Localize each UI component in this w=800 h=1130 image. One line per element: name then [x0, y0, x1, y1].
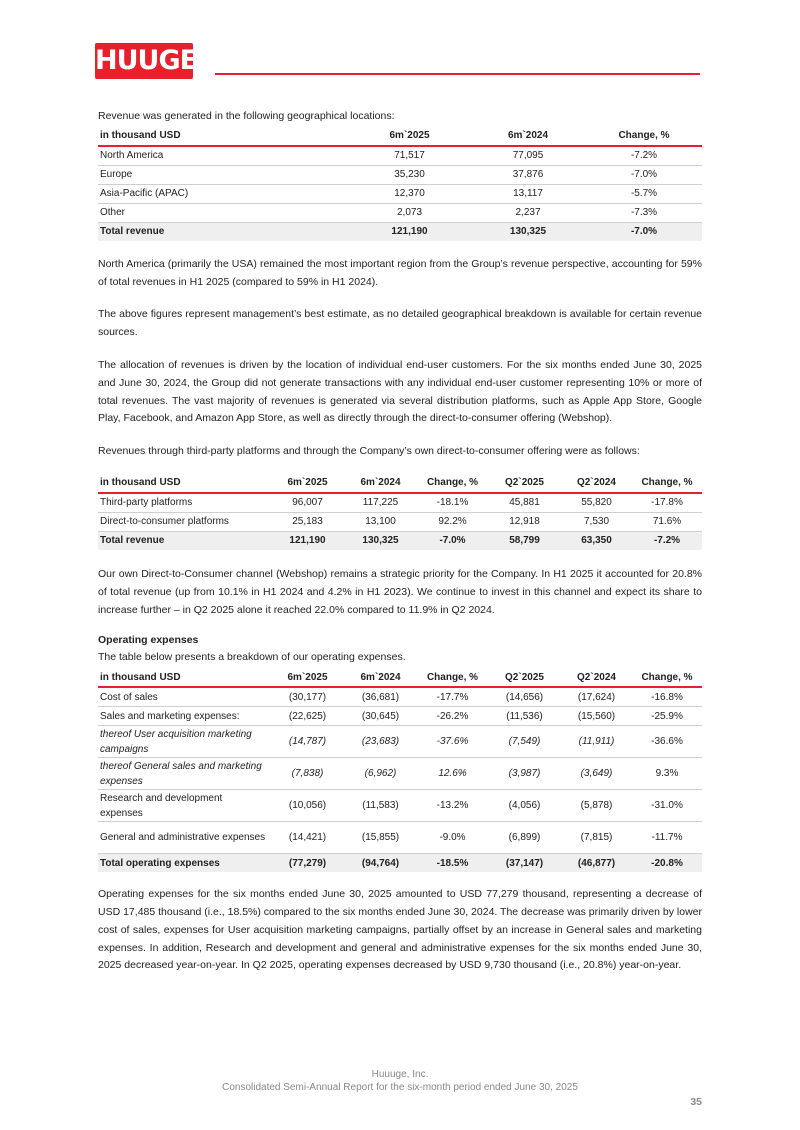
value-cell: (23,683) [344, 726, 417, 758]
value-cell: 7,530 [561, 512, 632, 531]
value-cell: (3,987) [488, 758, 561, 790]
value-cell: (5,878) [561, 790, 632, 822]
change-cell: 12.6% [417, 758, 488, 790]
expense-cell: Cost of sales [98, 687, 271, 707]
table-header-row [98, 474, 702, 493]
value-cell: 77,095 [470, 146, 586, 166]
value-cell: 2,237 [470, 203, 586, 222]
table-row [98, 146, 702, 166]
change-cell: -7.2% [586, 146, 702, 166]
expense-cell: Sales and marketing expenses: [98, 707, 271, 726]
change-cell: -5.7% [586, 184, 702, 203]
change-cell: -31.0% [632, 790, 702, 822]
table-row [98, 758, 702, 790]
change-cell: -18.5% [417, 854, 488, 873]
table-header-row [98, 127, 702, 146]
column-header: Q2`2024 [561, 474, 632, 493]
region-cell: North America [98, 146, 349, 166]
value-cell: 45,881 [488, 493, 561, 513]
table-row [98, 493, 702, 513]
total-label-cell: Total revenue [98, 531, 271, 550]
change-cell: -7.2% [632, 531, 702, 550]
platform-revenue-table [98, 474, 702, 550]
value-cell: 58,799 [488, 531, 561, 550]
value-cell: (4,056) [488, 790, 561, 822]
geo-revenue-table [98, 127, 702, 241]
opex-heading: Operating expenses [98, 634, 199, 647]
value-cell: 71,517 [349, 146, 470, 166]
value-cell: 2,073 [349, 203, 470, 222]
value-cell: 117,225 [344, 493, 417, 513]
column-header: 6m`2025 [271, 668, 344, 687]
column-header: Change, % [632, 474, 702, 493]
column-header: Change, % [417, 668, 488, 687]
total-label-cell: Total operating expenses [98, 854, 271, 873]
column-header: Change, % [586, 127, 702, 146]
value-cell: (36,681) [344, 687, 417, 707]
value-cell: (11,536) [488, 707, 561, 726]
footer-report-title: Consolidated Semi-Annual Report for the six-month period ended June 30, 2025 [222, 1082, 578, 1093]
huuuge-logo: HUUGE [95, 43, 193, 79]
value-cell: 35,230 [349, 165, 470, 184]
value-cell: (77,279) [271, 854, 344, 873]
value-cell: 121,190 [271, 531, 344, 550]
region-cell: Other [98, 203, 349, 222]
value-cell: 96,007 [271, 493, 344, 513]
value-cell: (15,855) [344, 822, 417, 854]
column-header: in thousand USD [98, 668, 271, 687]
change-cell: -7.0% [417, 531, 488, 550]
table-row [98, 822, 702, 854]
expense-cell: Research and development expenses [98, 790, 271, 822]
platform-cell: Third-party platforms [98, 493, 271, 513]
expense-cell: General and administrative expenses [98, 822, 271, 854]
value-cell: 63,350 [561, 531, 632, 550]
table-header-row [98, 668, 702, 687]
column-header: 6m`2024 [470, 127, 586, 146]
column-header: in thousand USD [98, 474, 271, 493]
change-cell: -13.2% [417, 790, 488, 822]
value-cell: (3,649) [561, 758, 632, 790]
table-row [98, 687, 702, 707]
value-cell: (46,877) [561, 854, 632, 873]
value-cell: (94,764) [344, 854, 417, 873]
value-cell: (6,962) [344, 758, 417, 790]
value-cell: (15,560) [561, 707, 632, 726]
paragraph-allocation: The allocation of revenues is driven by the location of individual end-user customers. For the six months ended June 30, 2025 and June 30, 2024, the Group did not generate transactions with any individual end-user customer representing 10% or more of total revenues. The vast majority of revenues is generated via several distribution platforms, such as Apple App Store, Google Play, Facebook, and Amazon App Store, as well as directly through the direct-to-consumer offering (Webshop). [98, 358, 702, 425]
value-cell: 13,100 [344, 512, 417, 531]
change-cell: 71.6% [632, 512, 702, 531]
region-cell: Europe [98, 165, 349, 184]
column-header: in thousand USD [98, 127, 349, 146]
value-cell: 13,117 [470, 184, 586, 203]
expense-cell: thereof User acquisition marketing campaigns [98, 726, 271, 758]
expense-cell: thereof General sales and marketing expenses [98, 758, 271, 790]
value-cell: (7,815) [561, 822, 632, 854]
value-cell: (22,625) [271, 707, 344, 726]
change-cell: -17.7% [417, 687, 488, 707]
column-header: Change, % [632, 668, 702, 687]
table-row [98, 726, 702, 758]
geo-intro: Revenue was generated in the following geographical locations: [98, 110, 395, 122]
value-cell: 25,183 [271, 512, 344, 531]
value-cell: 12,918 [488, 512, 561, 531]
paragraph-platforms-intro: Revenues through third-party platforms and through the Company’s own direct-to-consumer offering were as follows: [98, 445, 640, 458]
column-header: 6m`2024 [344, 668, 417, 687]
paragraph-dtc: Our own Direct-to-Consumer channel (Webshop) remains a strategic priority for the Company. In H1 2025 it accounted for 20.8% of total revenue (up from 10.1% in H1 2024 and 4.2% in H1 2023). We continue to invest in this channel and expect its share to increase further – in Q2 2025 alone it reached 22.0% compared to 11.9% in Q2 2024. [98, 567, 702, 616]
change-cell: 92.2% [417, 512, 488, 531]
change-cell: -26.2% [417, 707, 488, 726]
column-header: Q2`2025 [488, 668, 561, 687]
table-row [98, 512, 702, 531]
column-header: 6m`2025 [349, 127, 470, 146]
opex-intro: The table below presents a breakdown of our operating expenses. [98, 651, 406, 664]
column-header: 6m`2024 [344, 474, 417, 493]
value-cell: (30,645) [344, 707, 417, 726]
paragraph-opex-summary: Operating expenses for the six months ended June 30, 2025 amounted to USD 77,279 thousand, representing a decrease of USD 17,485 thousand (i.e., 18.5%) compared to the six months ended June 30, 2024. The decrease was primarily driven by lower cost of sales, expenses for User acquisition marketing campaigns, partially offset by an increase in General sales and marketing expenses. In addition, Research and development and general and administrative expenses for the six months ended June 30, 2025 decreased year-on-year. In Q2 2025, operating expenses decreased by USD 9,730 thousand (i.e., 20.8%) year-on-year. [98, 888, 702, 972]
opex-table [98, 668, 702, 872]
change-cell: -7.3% [586, 203, 702, 222]
value-cell: 37,876 [470, 165, 586, 184]
value-cell: (14,787) [271, 726, 344, 758]
change-cell: -18.1% [417, 493, 488, 513]
footer-company: Huuuge, Inc. [371, 1069, 429, 1080]
value-cell: 121,190 [349, 222, 470, 241]
header-divider [215, 73, 700, 75]
change-cell: -25.9% [632, 707, 702, 726]
change-cell: -9.0% [417, 822, 488, 854]
change-cell: -37.6% [417, 726, 488, 758]
value-cell: 130,325 [344, 531, 417, 550]
value-cell: (6,899) [488, 822, 561, 854]
value-cell: (7,838) [271, 758, 344, 790]
column-header: Q2`2024 [561, 668, 632, 687]
change-cell: -36.6% [632, 726, 702, 758]
value-cell: (37,147) [488, 854, 561, 873]
platform-cell: Direct-to-consumer platforms [98, 512, 271, 531]
column-header: Change, % [417, 474, 488, 493]
change-cell: -20.8% [632, 854, 702, 873]
value-cell: (14,421) [271, 822, 344, 854]
region-cell: Asia-Pacific (APAC) [98, 184, 349, 203]
table-row [98, 165, 702, 184]
value-cell: (7,549) [488, 726, 561, 758]
value-cell: (30,177) [271, 687, 344, 707]
change-cell: 9.3% [632, 758, 702, 790]
paragraph-estimate: The above figures represent management’s best estimate, as no detailed geographical breakdown is available for certain revenue sources. [98, 308, 702, 339]
total-row [98, 531, 702, 550]
column-header: Q2`2025 [488, 474, 561, 493]
table-row [98, 790, 702, 822]
change-cell: -7.0% [586, 222, 702, 241]
value-cell: (14,656) [488, 687, 561, 707]
total-row [98, 854, 702, 873]
value-cell: (11,583) [344, 790, 417, 822]
value-cell: (17,624) [561, 687, 632, 707]
total-label-cell: Total revenue [98, 222, 349, 241]
value-cell: 55,820 [561, 493, 632, 513]
paragraph-north-america: North America (primarily the USA) remained the most important region from the Group’s revenue perspective, accounting for 59% of total revenues in H1 2025 (compared to 59% in H1 2024). [98, 257, 702, 288]
value-cell: (10,056) [271, 790, 344, 822]
change-cell: -17.8% [632, 493, 702, 513]
total-row [98, 222, 702, 241]
value-cell: 12,370 [349, 184, 470, 203]
page-number: 35 [690, 1096, 702, 1108]
change-cell: -16.8% [632, 687, 702, 707]
value-cell: (11,911) [561, 726, 632, 758]
table-row [98, 184, 702, 203]
value-cell: 130,325 [470, 222, 586, 241]
change-cell: -11.7% [632, 822, 702, 854]
page-content [98, 108, 702, 975]
column-header: 6m`2025 [271, 474, 344, 493]
change-cell: -7.0% [586, 165, 702, 184]
table-row [98, 707, 702, 726]
table-row [98, 203, 702, 222]
